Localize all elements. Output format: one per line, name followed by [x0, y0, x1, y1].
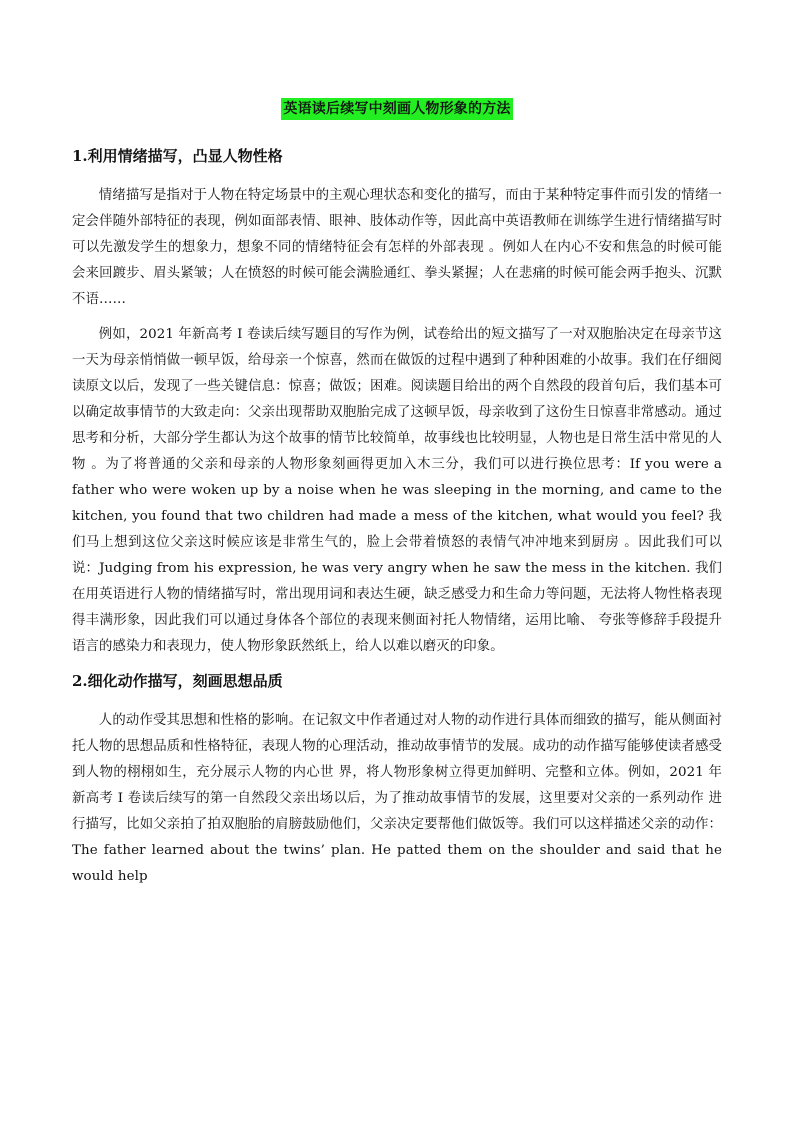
document-title: 英语读后续写中刻画人物形象的方法 [281, 98, 512, 120]
section-heading: 1.利用情绪描写，凸显人物性格 [72, 147, 283, 165]
paragraph: 情绪描写是指对于人物在特定场景中的主观心理状态和变化的描写，而由于某种特定事件而引发的情绪一定会伴随外部特征的表现，例如面部表情、眼神、肢体动作等，因此高中英语教师在训练学生进行情绪描写时可以先激发学生的想象力，想象不同的情绪特征会有怎样的外部表现 。例如人在内心不安和焦急的时候可能会来回踱步、眉头紧皱；人在愤怒的时候可能会满脸通红、拳头紧握；人在悲痛的时候可能会两手抱头、沉默不语…… [72, 188, 722, 307]
section-1 [72, 144, 722, 660]
title-wrap [72, 98, 722, 124]
paragraph: 例如，2021 年新高考 I 卷读后续写题目的写作为例，试卷给出的短文描写了一对双胞胎决定在母亲节这一天为母亲悄悄做一顿早饭，给母亲一个惊喜，然而在做饭的过程中遇到了种种困难的小故事。我们在仔细阅读原文以后，发现了一些关键信息：惊喜；做饭；困难。阅读题目给出的两个自然段的段首句后，我们基本可以确定故事情节的大致走向：父亲出现帮助双胞胎完成了这顿早饭，母亲收到了这份生日惊喜非常感动。通过思考和分析，大部分学生都认为这个故事的情节比较简单，故事线也比较明显，人物也是日常生活中常见的人物 。为了将普通的父亲和母亲的人物形象刻画得更加入木三分，我们可以进行换位思考：If you were a father who were woken up by a noise when he was sleeping in the morning, and came to the kitchen, you found that two children had made a mess of the kitchen, what would you feel? 我们马上想到这位父亲这时候应该是非常生气的，脸上会带着愤怒的表情气冲冲地来到厨房 。因此我们可以说：Judging from his expression, he was very angry when he saw the mess in the kitchen. 我们在用英语进行人物的情绪描写时，常出现用词和表达生硬，缺乏感受力和生命力等问题，无法将人物性格表现得丰满形象，因此我们可以通过身体各个部位的表现来侧面衬托人物情绪，运用比喻、 夸张等修辞手段提升语言的感染力和表现力，使人物形象跃然纸上，给人以难以磨灭的印象。 [72, 327, 722, 654]
section-2 [72, 669, 722, 890]
paragraph: 人的动作受其思想和性格的影响。在记叙文中作者通过对人物的动作进行具体而细致的描写，能从侧面衬托人物的思想品质和性格特征，表现人物的心理活动，推动故事情节的发展。成功的动作描写能够使读者感受到人物的栩栩如生，充分展示人物的内心世 界，将人物形象树立得更加鲜明、完整和立体。例如，2021 年新高考 I 卷读后续写的第一自然段父亲出场以后，为了推动故事情节的发展，这里要对父亲的一系列动作 进行描写，比如父亲拍了拍双胞胎的肩膀鼓励他们，父亲决定要帮他们做饭等。我们可以这样描述父亲的动作：The father learned about the twins’ plan. He patted them on the shoulder and said that he would help [72, 713, 722, 884]
section-heading: 2.细化动作描写，刻画思想品质 [72, 672, 283, 690]
